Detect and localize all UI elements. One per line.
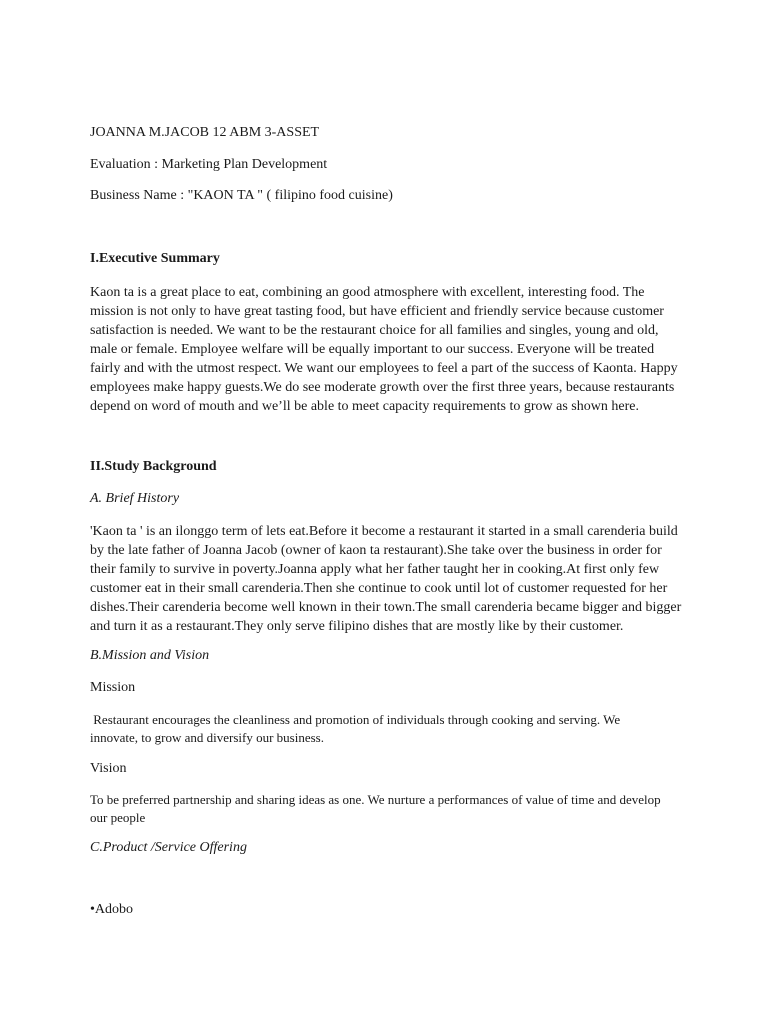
text-line: our people: [90, 810, 146, 825]
text-line: fairly and with the utmost respect. We want our employees to feel a part of the success of Kaonta. Happy: [90, 361, 678, 376]
text-line: customer eat in their small carenderia.Then she continue to cook until lot of customer requested for her: [90, 581, 668, 596]
brief-history-paragraph: [90, 522, 690, 636]
brief-history-heading: A. Brief History: [90, 491, 180, 506]
study-background-heading: II.Study Background: [90, 459, 217, 474]
text-line: To be preferred partnership and sharing ideas as one. We nurture a performances of value of time and develop: [90, 792, 661, 807]
text-line: employees make happy guests.We do see moderate growth over the first three years, because restaurants: [90, 380, 675, 395]
text-line: mission is not only to have great tasting food, but have efficient and friendly service because customer: [90, 304, 664, 319]
vision-paragraph: [90, 791, 710, 827]
text-line: 'Kaon ta ' is an ilonggo term of lets eat.Before it become a restaurant it started in a small carenderia build: [90, 524, 678, 539]
text-line: satisfaction is needed. We want to be the restaurant choice for all families and singles, young and old,: [90, 323, 659, 338]
text-line: and turn it as a restaurant.They only serve filipino dishes that are mostly like by their customer.: [90, 619, 624, 634]
text-line: depend on word of mouth and we’ll be able to meet capacity requirements to grow as shown here.: [90, 399, 639, 414]
business-name-line: Business Name : "KAON TA " ( filipino food cuisine): [90, 188, 393, 203]
text-line: Restaurant encourages the cleanliness and promotion of individuals through cooking and serving. We: [90, 712, 621, 727]
mission-paragraph: [90, 711, 690, 747]
text-line: male or female. Employee welfare will be equally important to our success. Everyone will be treated: [90, 342, 655, 357]
executive-summary-heading: I.Executive Summary: [90, 251, 220, 266]
text-line: innovate, to grow and diversify our business.: [90, 730, 324, 745]
mission-label: Mission: [90, 680, 136, 695]
author-line: JOANNA M.JACOB 12 ABM 3-ASSET: [90, 125, 320, 140]
mission-vision-heading: B.Mission and Vision: [90, 648, 210, 663]
product-item-adobo: •Adobo: [90, 902, 134, 917]
text-line: Kaon ta is a great place to eat, combining an good atmosphere with excellent, interesting food. The: [90, 285, 645, 300]
text-line: dishes.Their carenderia become well known in their town.The small carenderia became bigger and bigger: [90, 600, 682, 615]
text-line: their family to survive in poverty.Joanna apply what her father taught her in cooking.At first only few: [90, 562, 660, 577]
product-offering-heading: C.Product /Service Offering: [90, 840, 247, 855]
text-line: by the late father of Joanna Jacob (owner of kaon ta restaurant).She take over the business in order for: [90, 543, 662, 558]
executive-summary-paragraph: [90, 283, 690, 416]
evaluation-line: Evaluation : Marketing Plan Development: [90, 157, 328, 172]
vision-label: Vision: [90, 761, 127, 776]
